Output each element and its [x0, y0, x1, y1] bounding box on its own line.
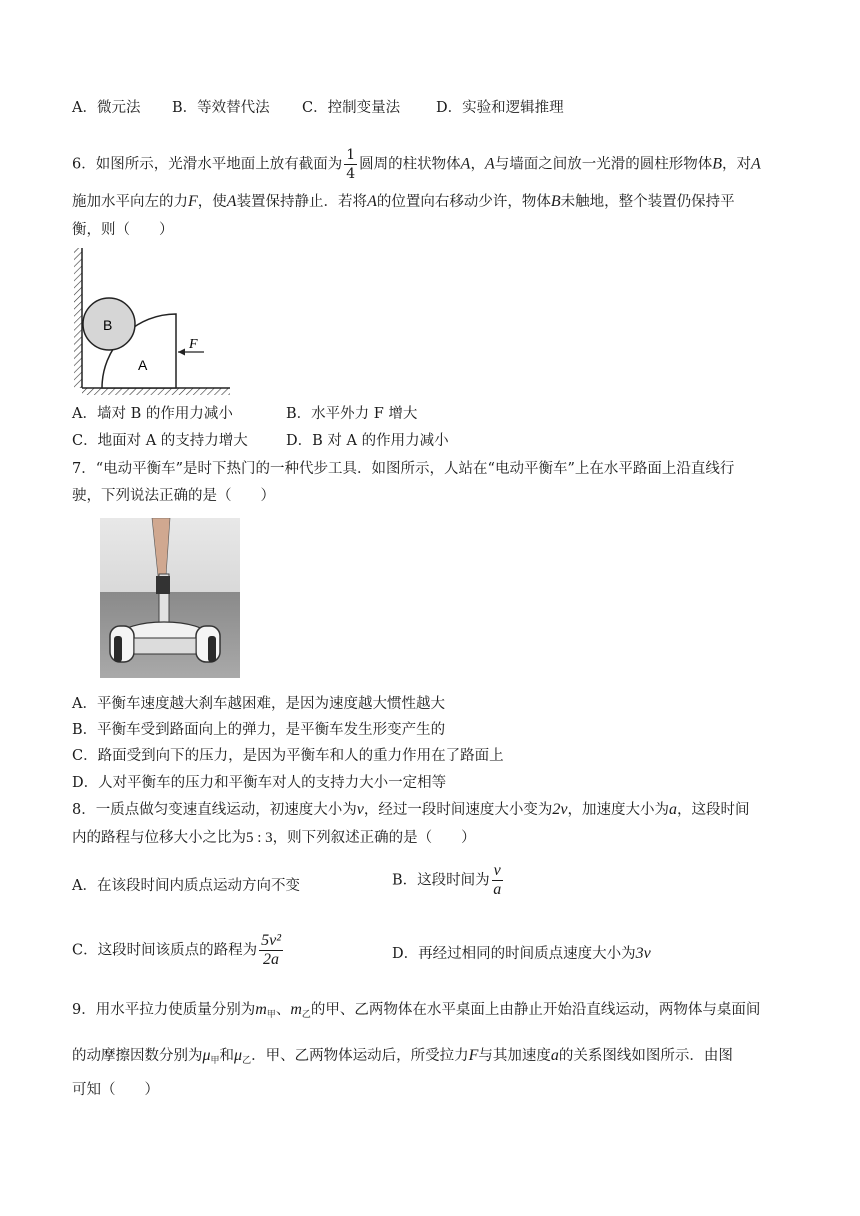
q9-line-1: 9．用水平拉力使质量分别为$m_甲$、$m_乙$的甲、乙两物体在水平桌面上由静止开始沿直线运动，两物体与桌面间	[72, 1001, 761, 1020]
force-arrowhead	[178, 349, 185, 356]
car-base	[134, 638, 196, 654]
label-b: B	[103, 317, 113, 333]
q5-option-d: D．实验和逻辑推理	[436, 100, 564, 116]
q7-option-b: B．平衡车受到路面向上的弹力，是平衡车发生形变产生的	[72, 722, 446, 738]
q8-option-a: A．在该段时间内质点运动方向不变	[72, 878, 300, 894]
q8-line-2: 内的路程与位移大小之比为5 : 3，则下列叙述正确的是（ ）	[72, 830, 476, 846]
fraction-quarter: $\frac{1}{4}$	[346, 147, 356, 182]
q6-option-d: D．B 对 A 的作用力减小	[286, 433, 449, 449]
q7-option-c: C．路面受到向下的压力，是因为平衡车和人的重力作用在了路面上	[72, 748, 504, 764]
q6-option-c: C．地面对 A 的支持力增大	[72, 433, 248, 449]
right-tire	[208, 636, 216, 662]
q5-option-c: C．控制变量法	[302, 100, 401, 116]
q9-line-2: 的动摩擦因数分别为$\mu_甲$和$\mu_乙$．甲、乙两物体运动后，所受拉力F与其加速度a的关系图线如图所示．由图	[72, 1047, 733, 1066]
q9-line-3: 可知（ ）	[72, 1082, 159, 1098]
q8-option-c: C．这段时间该质点的路程为 $\frac{\text{5v²}}{2a}$	[72, 932, 281, 968]
q7-line-2: 驶，下列说法正确的是（ ）	[72, 488, 275, 504]
ground-hatch	[82, 388, 230, 395]
q6-option-a: A．墙对 B 的作用力减小	[72, 406, 233, 422]
label-f: F	[189, 337, 198, 352]
q6-line-1: 6．如图所示，光滑水平地面上放有截面为 $\frac{1}{4}$ 圆周的柱状物体A，A与墙面之间放一光滑的圆柱形物体B，对A	[72, 147, 761, 182]
q8-option-d: D．再经过相同的时间质点速度大小为3v	[392, 945, 651, 962]
q7-option-a: A．平衡车速度越大刹车越困难，是因为速度越大惯性越大	[72, 696, 445, 712]
q6-diagram	[68, 244, 238, 396]
label-a: A	[138, 357, 148, 373]
q8-option-b: B．这段时间为 $\frac{v}{a}$	[392, 862, 502, 898]
q7-option-d: D．人对平衡车的压力和平衡车对人的支持力大小一定相等	[72, 775, 447, 791]
q6-option-b: B．水平外力 F 增大	[286, 406, 418, 422]
wall-hatch	[74, 248, 82, 388]
knee-pad	[156, 576, 170, 594]
q5-option-a: A．微元法	[72, 100, 141, 116]
q8-line-1: 8．一质点做匀变速直线运动，初速度大小为v，经过一段时间速度大小变为2v，加速度大小为a，这段时间	[72, 801, 750, 818]
q6-line-3: 衡，则（ ）	[72, 222, 174, 238]
q7-line-1: 7．“电动平衡车”是时下热门的一种代步工具．如图所示，人站在“电动平衡车”上在水平路面上沿直线行	[72, 461, 735, 477]
left-tire	[114, 636, 122, 662]
q6-line-2: 施加水平向左的力F，使A装置保持静止．若将A的位置向右移动少许，物体B未触地，整个装置仍保持平	[72, 193, 735, 210]
q5-option-b: B．等效替代法	[172, 100, 270, 116]
balance-car-photo	[100, 518, 240, 678]
